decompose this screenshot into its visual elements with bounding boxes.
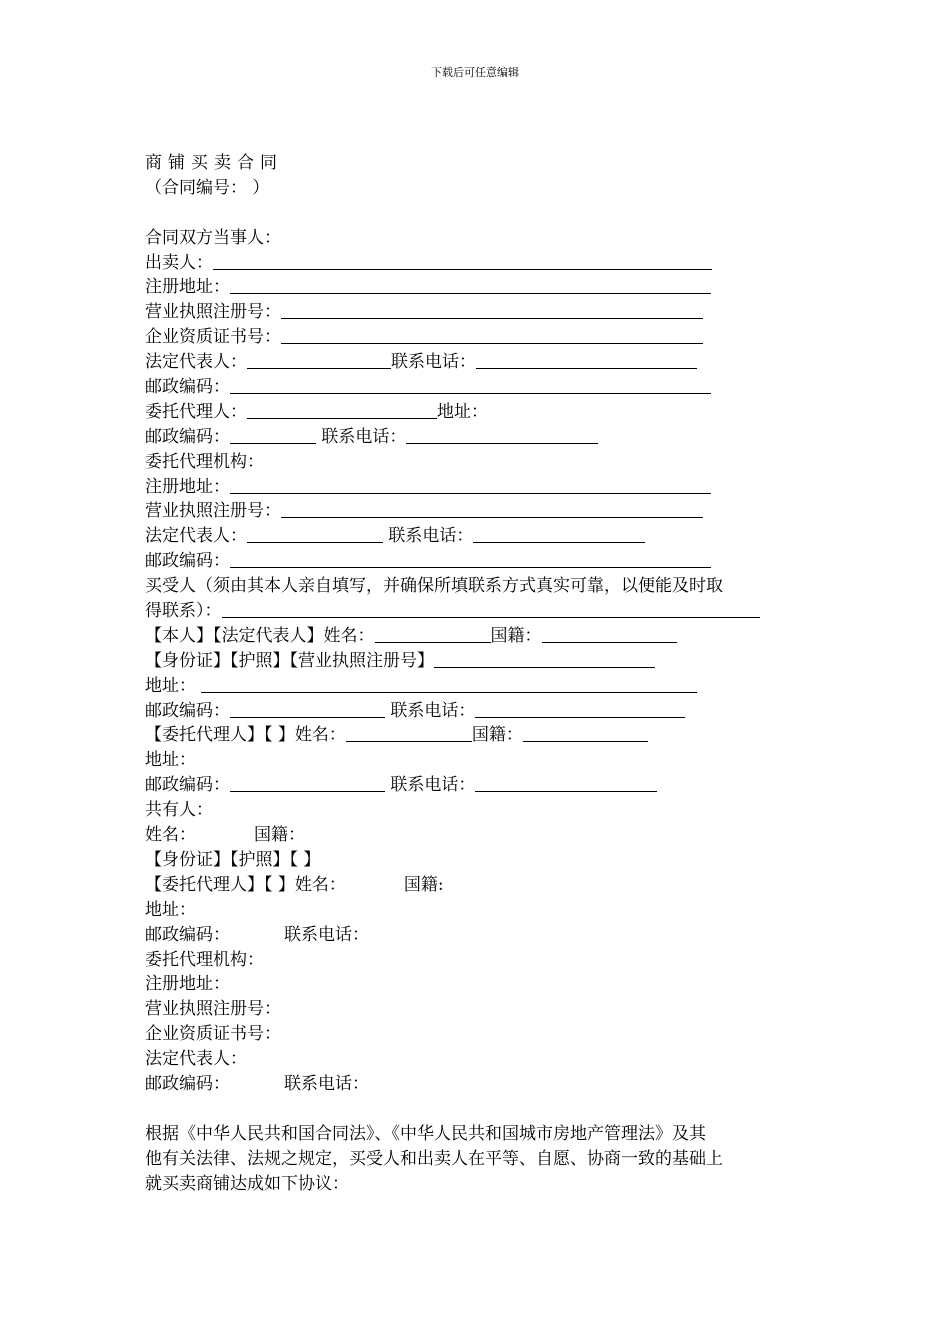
seller-agency-license-line (145, 499, 810, 524)
buyer-contact-line (145, 699, 810, 724)
seller-agent-phone-label: 联系电话： (321, 426, 407, 447)
seller-agency-reg-address-line (145, 475, 810, 500)
title-char: 卖 (214, 153, 231, 173)
seller-agency-phone-label: 联系电话： (388, 526, 474, 547)
seller-license-line (145, 300, 810, 325)
buyer-name-blank[interactable] (375, 624, 491, 643)
buyer-agent-contact-line (145, 773, 810, 798)
co-owner-agency-line: 委托代理机构： (145, 949, 264, 970)
seller-agency-legal-rep-line (145, 524, 810, 549)
header-note: 下载后可任意编辑 (431, 66, 519, 79)
seller-postcode-line (145, 375, 810, 400)
seller-phone-label: 联系电话： (391, 352, 476, 373)
co-owner-name-line (145, 823, 810, 848)
seller-reg-address-label: 注册地址： (145, 277, 230, 298)
co-owner-nationality-label: 国籍： (254, 825, 305, 846)
seller-blank[interactable] (213, 251, 712, 270)
co-owner-qualification-line: 企业资质证书号： (145, 1024, 281, 1045)
buyer-phone-blank[interactable] (475, 699, 685, 718)
seller-license-blank[interactable] (281, 300, 703, 319)
co-owner-agency-contact-line (145, 1072, 810, 1097)
seller-agent-blank[interactable] (247, 400, 437, 419)
buyer-doc-blank[interactable] (434, 649, 655, 668)
seller-agent-phone-blank[interactable] (406, 425, 598, 444)
buyer-intro-line1: 买受人（须由其本人亲自填写，并确保所填联系方式真实可靠，以便能及时取 (145, 576, 723, 597)
seller-label: 出卖人： (145, 252, 213, 273)
seller-reg-address-line (145, 275, 810, 300)
seller-legal-rep-line (145, 350, 810, 375)
buyer-agent-label: 【委托代理人】【 】姓名： (145, 725, 346, 746)
title-char: 买 (191, 153, 208, 173)
buyer-agent-nationality-blank[interactable] (523, 723, 648, 742)
buyer-agent-address-line: 地址： (145, 750, 196, 771)
co-owner-heading: 共有人： (145, 800, 213, 821)
seller-line (145, 251, 810, 276)
parties-heading: 合同双方当事人： (145, 227, 281, 248)
seller-agent-postcode-label: 邮政编码： (145, 426, 230, 447)
buyer-intro-line2 (145, 599, 810, 624)
seller-qualification-label: 企业资质证书号： (145, 327, 281, 348)
buyer-agent-name-blank[interactable] (346, 723, 472, 742)
buyer-phone-label: 联系电话： (390, 700, 476, 721)
co-owner-address-line: 地址： (145, 899, 196, 920)
seller-agency-license-label: 营业执照注册号： (145, 501, 281, 522)
seller-license-label: 营业执照注册号： (145, 302, 281, 323)
co-owner-postcode-label: 邮政编码： (145, 924, 230, 945)
co-owner-doc-line: 【身份证】【护照】【 】 (145, 849, 321, 870)
buyer-address-label: 地址： (145, 675, 196, 696)
seller-reg-address-blank[interactable] (230, 275, 711, 294)
contract-number: （合同编号： ） (145, 177, 270, 198)
title-char: 商 (145, 153, 162, 173)
buyer-nationality-blank[interactable] (542, 624, 677, 643)
buyer-address-blank[interactable] (201, 674, 697, 693)
co-owner-agent-line (145, 873, 810, 898)
co-owner-agency-postcode-label: 邮政编码： (145, 1073, 230, 1094)
contract-title (145, 151, 810, 176)
title-char: 合 (237, 153, 254, 173)
buyer-doc-line (145, 649, 810, 674)
co-owner-contact-line (145, 923, 810, 948)
buyer-name-line (145, 624, 810, 649)
seller-legal-rep-label: 法定代表人： (145, 352, 247, 373)
seller-agent-contact-line (145, 425, 810, 450)
seller-agency-postcode-label: 邮政编码： (145, 551, 230, 572)
seller-agency-legal-rep-label: 法定代表人： (145, 526, 247, 547)
co-owner-phone-label: 联系电话： (284, 924, 369, 945)
buyer-name-label: 【本人】【法定代表人】姓名： (145, 625, 375, 646)
buyer-agent-postcode-blank[interactable] (230, 773, 385, 792)
co-owner-legal-rep-line: 法定代表人： (145, 1049, 247, 1070)
agreement-line3: 就买卖商铺达成如下协议： (145, 1173, 349, 1194)
buyer-agent-line (145, 723, 810, 748)
seller-agent-address-label: 地址： (437, 401, 488, 422)
buyer-agent-phone-blank[interactable] (475, 773, 657, 792)
seller-phone-blank[interactable] (476, 350, 697, 369)
buyer-doc-label: 【身份证】【护照】【营业执照注册号】 (145, 650, 434, 671)
seller-agency-license-blank[interactable] (281, 499, 703, 518)
title-char: 同 (260, 153, 277, 173)
co-owner-reg-address-line: 注册地址： (145, 974, 230, 995)
buyer-postcode-blank[interactable] (230, 699, 385, 718)
spacer (145, 1097, 810, 1122)
spacer (145, 201, 810, 226)
buyer-blank[interactable] (222, 599, 760, 618)
buyer-agent-phone-label: 联系电话： (390, 775, 476, 796)
seller-agency-phone-blank[interactable] (473, 524, 645, 543)
title-text (145, 153, 283, 173)
seller-postcode-blank[interactable] (230, 375, 711, 394)
buyer-agent-nationality-label: 国籍： (471, 725, 523, 746)
seller-postcode-label: 邮政编码： (145, 377, 230, 398)
seller-qualification-line (145, 325, 810, 350)
seller-legal-rep-blank[interactable] (247, 350, 391, 369)
buyer-address-line (145, 674, 810, 699)
co-owner-name-label: 姓名： (145, 825, 196, 846)
seller-agency-line: 委托代理机构： (145, 451, 264, 472)
co-owner-agent-nationality-label: 国籍: (403, 874, 444, 895)
buyer-postcode-label: 邮政编码： (145, 700, 230, 721)
seller-agency-reg-address-label: 注册地址： (145, 476, 230, 497)
seller-agency-postcode-blank[interactable] (230, 549, 711, 568)
agreement-line1: 根据《中华人民共和国合同法》、《中华人民共和国城市房地产管理法》及其 (145, 1123, 706, 1144)
seller-agent-postcode-blank[interactable] (230, 425, 316, 444)
seller-agency-legal-rep-blank[interactable] (247, 524, 383, 543)
agreement-line2: 他有关法律、法规之规定，买受人和出卖人在平等、自愿、协商一致的基础上 (145, 1148, 723, 1169)
title-char: 铺 (168, 153, 185, 173)
seller-agent-label: 委托代理人： (145, 401, 247, 422)
contract-body (145, 151, 810, 1196)
seller-agency-postcode-line (145, 549, 810, 574)
buyer-agent-postcode-label: 邮政编码： (145, 775, 230, 796)
seller-agency-reg-address-blank[interactable] (230, 475, 711, 494)
seller-qualification-blank[interactable] (281, 325, 703, 344)
co-owner-agency-phone-label: 联系电话： (284, 1073, 369, 1094)
co-owner-agent-label: 【委托代理人】【 】姓名： (145, 874, 346, 895)
buyer-nationality-label: 国籍： (490, 625, 542, 646)
seller-agent-line (145, 400, 810, 425)
co-owner-license-line: 营业执照注册号： (145, 999, 281, 1020)
buyer-intro-label: 得联系）： (145, 601, 222, 622)
